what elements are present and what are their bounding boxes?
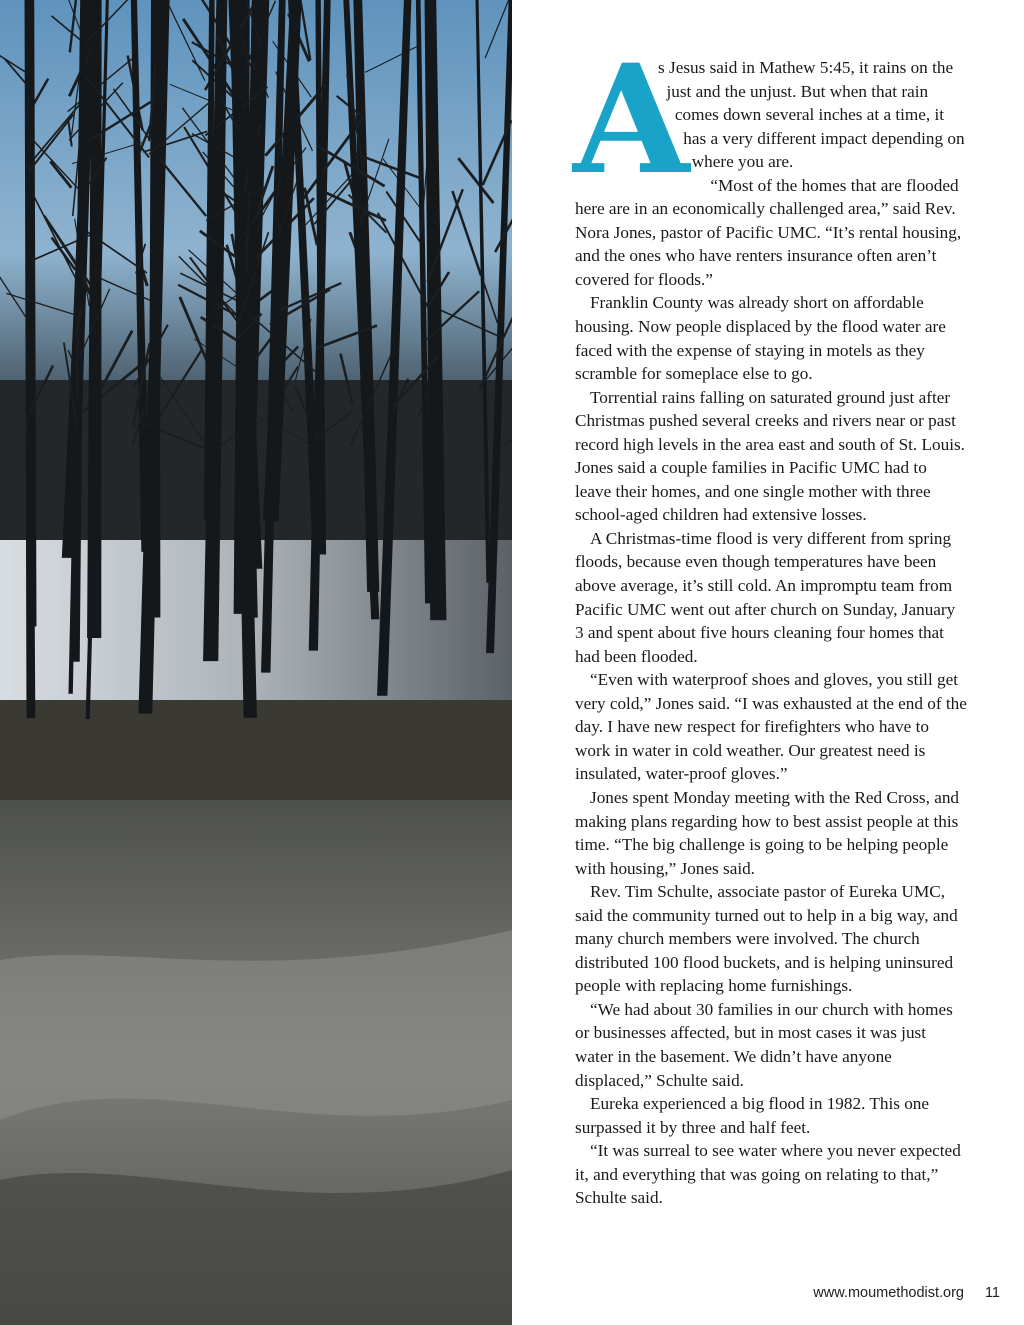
paragraph-5: A Christmas-time flood is very different from spring floods, because even though temperatures have been above average, it’s still cold. An impromptu team from Pacific UMC went out after church on Sunday, January 3 and spent about five hours cleaning four homes that had been flooded. <box>575 528 956 666</box>
paragraph-2: “Most of the homes that are flooded here are in an economically challenged area,” said Rev. Nora Jones, pastor of Pacific UMC. “It’s rental housing, and the ones who have renters insurance often aren’t covered for floods.” <box>575 175 962 289</box>
paragraph-8: Rev. Tim Schulte, associate pastor of Eureka UMC, said the community turned out to help in a big way, and many church members were involved. The church distributed 100 flood buckets, and is helping uninsured people with replacing home furnishings. <box>575 882 958 996</box>
page-number: 11 <box>984 1285 1000 1301</box>
paragraph-11: “It was surreal to see water where you never expected it, and everything that was going on relating to that,” Schulte said. <box>575 1141 961 1208</box>
paragraph-7: Jones spent Monday meeting with the Red Cross, and making plans regarding how to best assist people at this time. “The big challenge is going to be helping people with housing,” Jones said. <box>575 787 960 878</box>
paragraph-3: Franklin County was already short on affordable housing. Now people displaced by the flood water are faced with the expense of staying in motels as they scramble for someplace else to go. <box>575 293 946 384</box>
paragraph-9: “We had about 30 families in our church with homes or businesses affected, but in most cases it was just water in the basement. We didn’t have anyone displaced,” Schulte said. <box>575 999 953 1090</box>
paragraph-4: Torrential rains falling on saturated ground just after Christmas pushed several creeks and rivers near or past record high levels in the area east and south of St. Louis. Jones said a couple families in Pacific UMC had to leave their homes, and one single mother with three school-aged children had extensive losses. <box>575 387 965 525</box>
drop-cap: A <box>573 32 690 208</box>
website-url[interactable]: www.moumethodist.org <box>813 1285 964 1301</box>
page-footer <box>0 1285 1024 1305</box>
paragraph-1: s Jesus said in Mathew 5:45, it rains on the just and the unjust. But when that rain comes down several inches at a time, it has a very different impact depending on where you are. <box>658 58 965 172</box>
article-body <box>573 32 967 1210</box>
paragraph-6: “Even with waterproof shoes and gloves, you still get very cold,” Jones said. “I was exhausted at the end of the day. I have new respect for firefighters who have to work in water in cold weather. Our greatest need is insulated, water-proof gloves.” <box>575 670 967 784</box>
paragraph-10: Eureka experienced a big flood in 1982. This one surpassed it by three and half feet. <box>575 1094 930 1137</box>
